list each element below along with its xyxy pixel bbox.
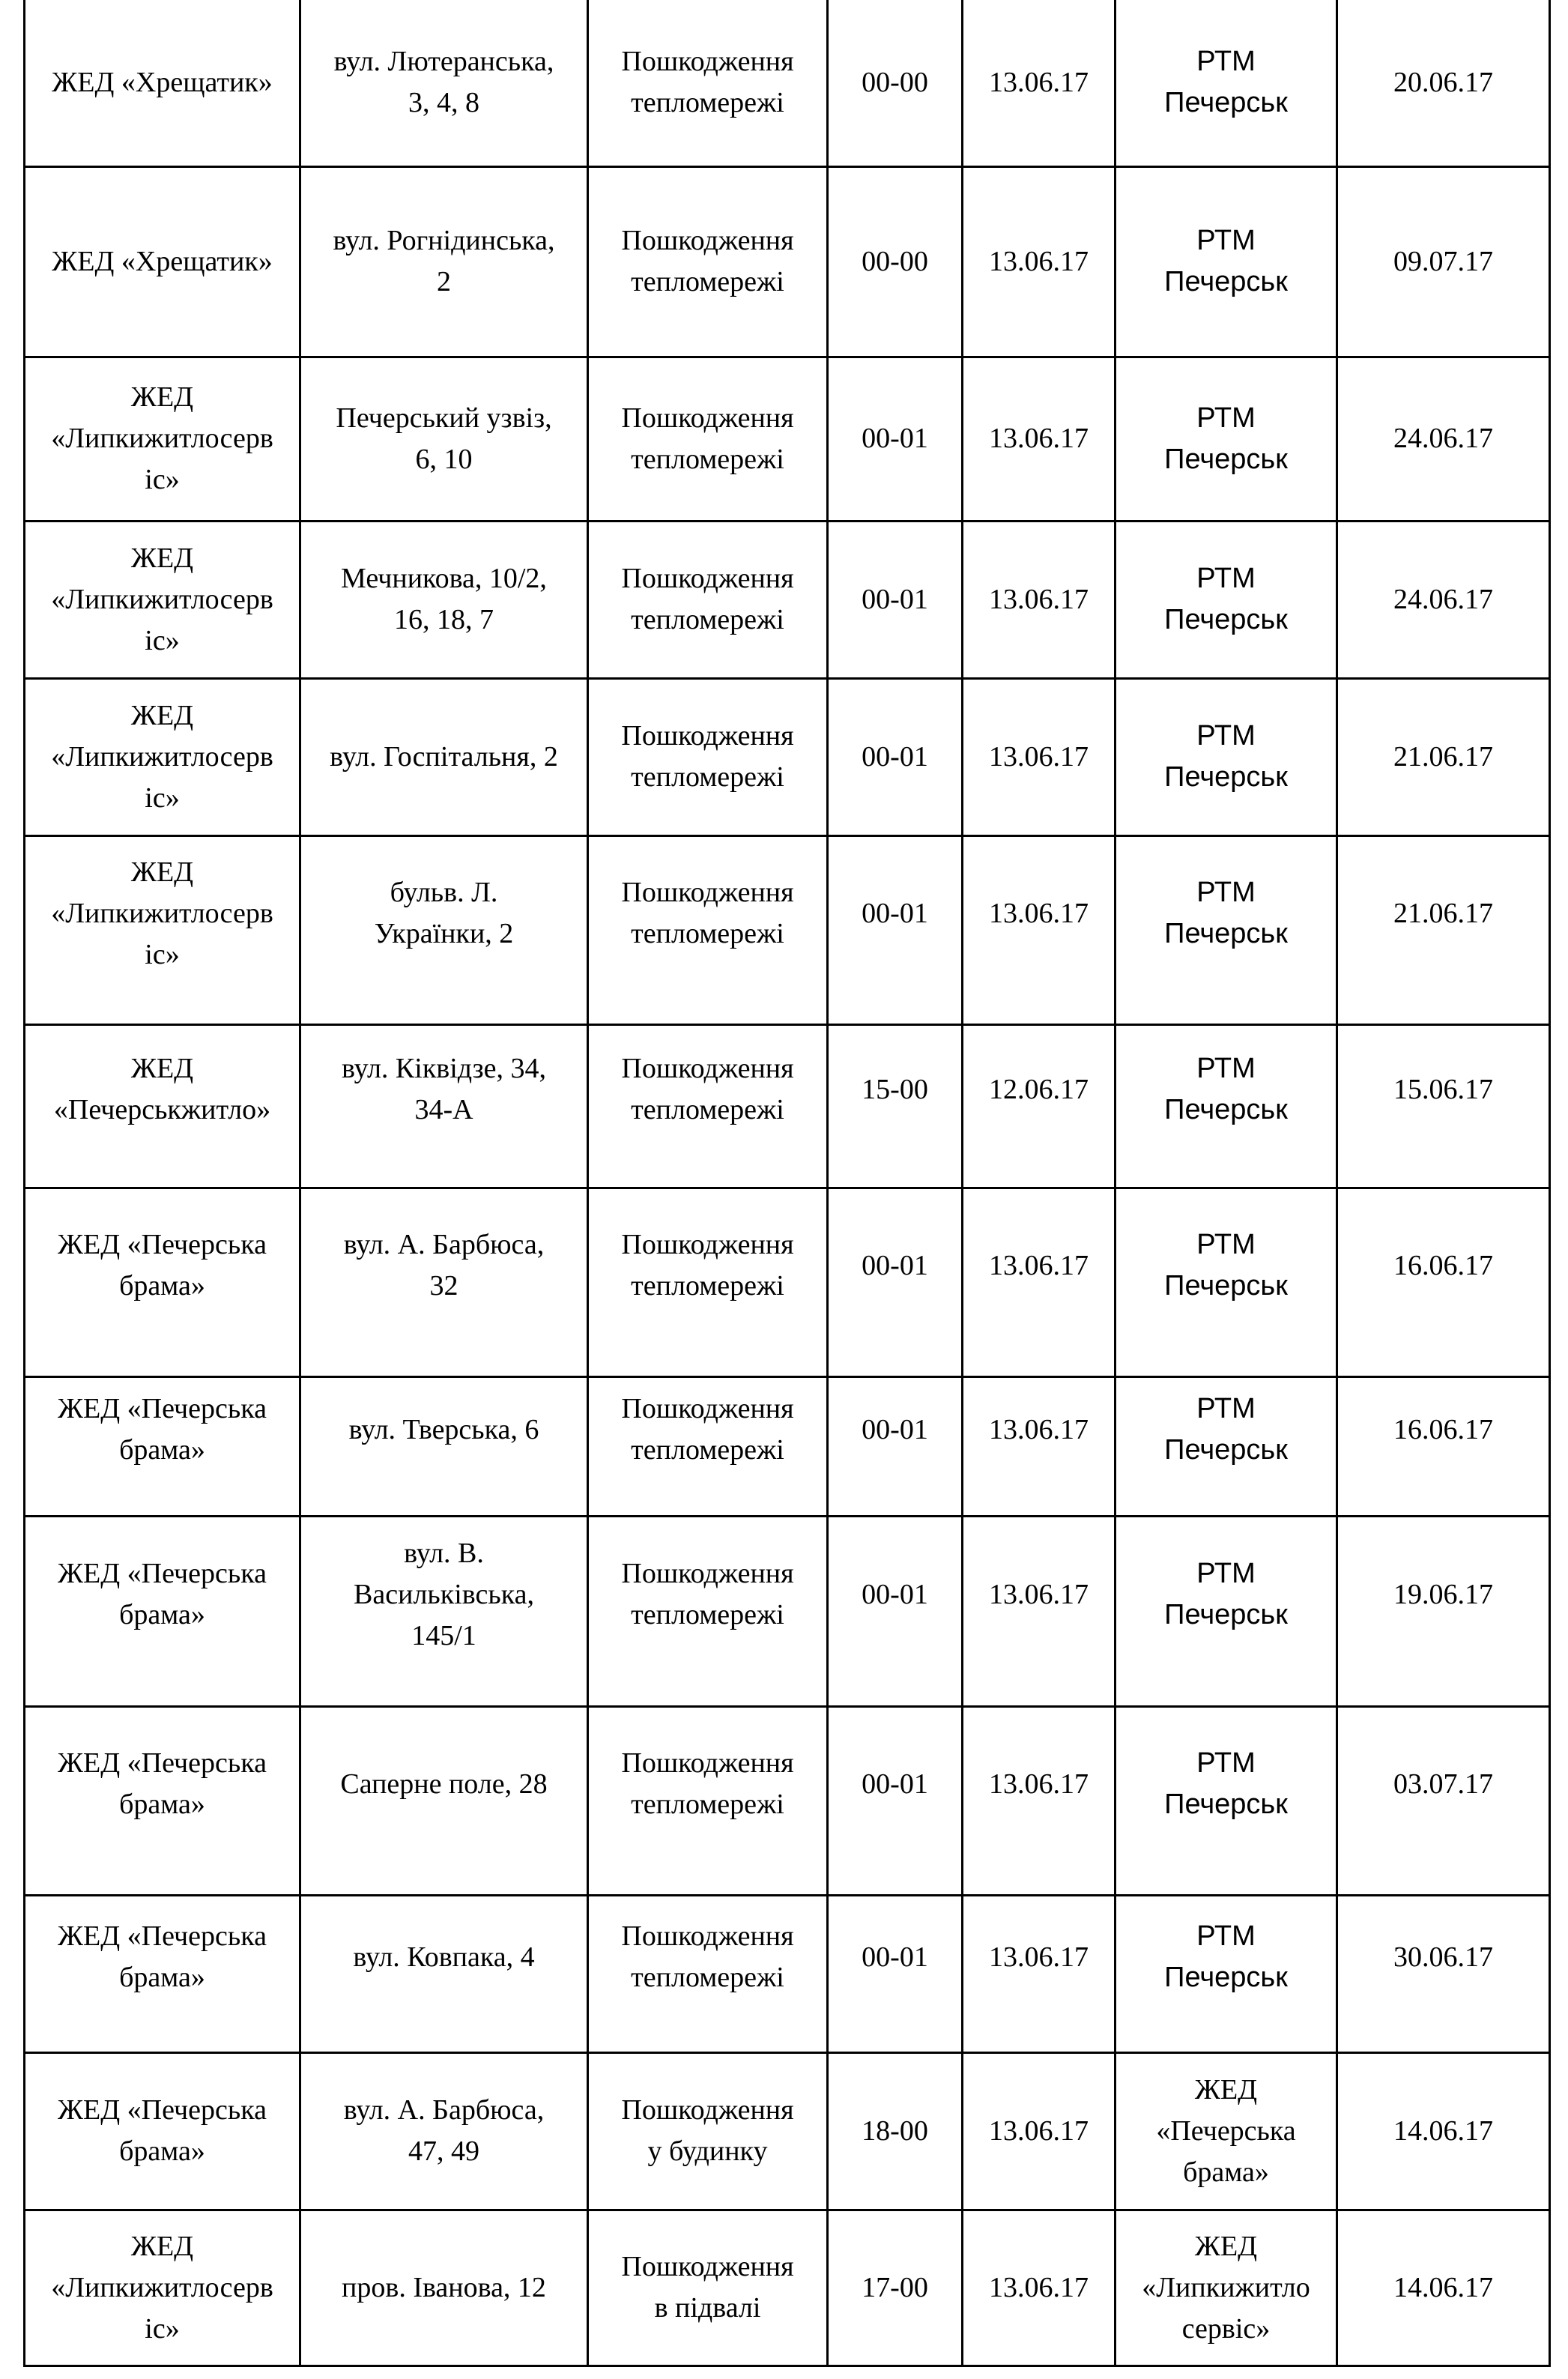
reason-text: Пошкодження тепломережі — [621, 1053, 794, 1125]
time-text: 17-00 — [862, 2271, 928, 2303]
org-text: ЖЕД «Хрещатик» — [52, 66, 273, 98]
time-text: 18-00 — [862, 2115, 928, 2147]
cell-org — [25, 1024, 300, 1188]
date-on-text: 15.06.17 — [1393, 1073, 1493, 1105]
cell-reason — [588, 1024, 828, 1188]
org-text: ЖЕД «Липкижитлосерв іс» — [51, 381, 273, 495]
date-off-text: 13.06.17 — [989, 423, 1089, 454]
cell-reason — [588, 678, 828, 835]
date-on-text: 09.07.17 — [1393, 245, 1493, 277]
time-text: 00-01 — [862, 423, 928, 454]
cell-reason — [588, 357, 828, 521]
address-text: вул. Тверська, 6 — [348, 1413, 539, 1445]
table-row — [25, 166, 1550, 357]
cell-date-on — [1337, 1895, 1550, 2052]
cell-org — [25, 1188, 300, 1376]
date-off-text: 13.06.17 — [989, 1249, 1089, 1281]
cell-time — [828, 1706, 963, 1895]
date-on-text: 14.06.17 — [1393, 2115, 1493, 2147]
cell-date-on — [1337, 1706, 1550, 1895]
cell-date-on — [1337, 1516, 1550, 1706]
org-text: ЖЕД «Печерська брама» — [58, 2094, 267, 2167]
org-text: ЖЕД «Печерськжитло» — [53, 1053, 271, 1125]
responsible-text: РТМ Печерськ — [1164, 1393, 1288, 1466]
table-row — [25, 2052, 1550, 2210]
cell-address — [300, 1516, 588, 1706]
cell-date-on — [1337, 357, 1550, 521]
time-text: 00-01 — [862, 1578, 928, 1610]
cell-responsible — [1116, 1024, 1337, 1188]
cell-responsible — [1116, 1188, 1337, 1376]
date-on-text: 21.06.17 — [1393, 740, 1493, 773]
responsible-text: РТМ Печерськ — [1164, 1558, 1288, 1630]
cell-responsible — [1116, 678, 1337, 835]
date-on-text: 16.06.17 — [1393, 1413, 1493, 1445]
cell-reason — [588, 521, 828, 678]
cell-date-off — [963, 1895, 1116, 2052]
reason-text: Пошкодження тепломережі — [621, 563, 794, 635]
table-row — [25, 2210, 1550, 2366]
address-text: вул. Кіквідзе, 34, 34-А — [342, 1053, 546, 1125]
cell-org — [25, 1895, 300, 2052]
reason-text: Пошкодження тепломережі — [621, 225, 794, 297]
date-off-text: 13.06.17 — [989, 1768, 1089, 1800]
cell-org — [25, 678, 300, 835]
responsible-text: РТМ Печерськ — [1164, 563, 1288, 635]
time-text: 00-01 — [862, 1941, 928, 1973]
time-text: 00-01 — [862, 1413, 928, 1445]
date-off-text: 13.06.17 — [989, 66, 1089, 98]
address-text: Мечникова, 10/2, 16, 18, 7 — [341, 563, 547, 635]
responsible-text: РТМ Печерськ — [1164, 720, 1288, 793]
table-row — [25, 1706, 1550, 1895]
responsible-text: РТМ Печерськ — [1164, 1920, 1288, 1993]
cell-date-on — [1337, 1376, 1550, 1516]
cell-responsible — [1116, 1516, 1337, 1706]
cell-time — [828, 2052, 963, 2210]
reason-text: Пошкодження тепломережі — [621, 877, 794, 949]
address-text: вул. А. Барбюса, 47, 49 — [343, 2094, 545, 2167]
cell-time — [828, 521, 963, 678]
reason-text: Пошкодження тепломережі — [621, 402, 794, 475]
cell-responsible — [1116, 521, 1337, 678]
cell-date-off — [963, 1024, 1116, 1188]
cell-address — [300, 835, 588, 1024]
org-text: ЖЕД «Печерська брама» — [58, 1393, 267, 1466]
date-on-text: 24.06.17 — [1393, 583, 1493, 615]
cell-date-off — [963, 1706, 1116, 1895]
table-row — [25, 1516, 1550, 1706]
cell-reason — [588, 835, 828, 1024]
address-text: вул. А. Барбюса, 32 — [343, 1229, 545, 1302]
cell-time — [828, 1516, 963, 1706]
cell-date-off — [963, 835, 1116, 1024]
reason-text: Пошкодження у будинку — [621, 2094, 794, 2167]
address-text: Саперне поле, 28 — [340, 1768, 548, 1800]
cell-time — [828, 1188, 963, 1376]
cell-date-on — [1337, 521, 1550, 678]
date-off-text: 13.06.17 — [989, 740, 1089, 773]
cell-responsible — [1116, 2210, 1337, 2366]
table-row — [25, 835, 1550, 1024]
cell-date-off — [963, 1188, 1116, 1376]
org-text: ЖЕД «Хрещатик» — [52, 245, 273, 277]
reason-text: Пошкодження тепломережі — [621, 1747, 794, 1820]
cell-org — [25, 1706, 300, 1895]
time-text: 00-01 — [862, 1249, 928, 1281]
cell-responsible — [1116, 2052, 1337, 2210]
reason-text: Пошкодження тепломережі — [621, 1229, 794, 1302]
cell-address — [300, 0, 588, 166]
cell-date-on — [1337, 0, 1550, 166]
table-row — [25, 1895, 1550, 2052]
cell-reason — [588, 1188, 828, 1376]
table-row — [25, 1188, 1550, 1376]
table-body — [25, 0, 1550, 2366]
date-off-text: 13.06.17 — [989, 2115, 1089, 2147]
cell-date-on — [1337, 166, 1550, 357]
org-text: ЖЕД «Липкижитлосерв іс» — [51, 2230, 273, 2345]
reason-text: Пошкодження в підвалі — [621, 2251, 794, 2324]
address-text: вул. В. Васильківська, 145/1 — [354, 1537, 534, 1651]
org-text: ЖЕД «Печерська брама» — [58, 1229, 267, 1302]
cell-responsible — [1116, 166, 1337, 357]
cell-time — [828, 0, 963, 166]
cell-address — [300, 2210, 588, 2366]
cell-responsible — [1116, 835, 1337, 1024]
table-row — [25, 678, 1550, 835]
cell-time — [828, 678, 963, 835]
date-off-text: 13.06.17 — [989, 245, 1089, 277]
cell-address — [300, 521, 588, 678]
cell-org — [25, 166, 300, 357]
cell-date-off — [963, 166, 1116, 357]
time-text: 00-00 — [862, 66, 928, 98]
table-row — [25, 1376, 1550, 1516]
responsible-text: РТМ Печерськ — [1164, 402, 1288, 475]
responsible-text: РТМ Печерськ — [1164, 1053, 1288, 1125]
cell-org — [25, 1516, 300, 1706]
cell-org — [25, 357, 300, 521]
reason-text: Пошкодження тепломережі — [621, 1920, 794, 1993]
cell-date-off — [963, 1376, 1116, 1516]
table-row — [25, 0, 1550, 166]
date-on-text: 19.06.17 — [1393, 1578, 1493, 1610]
date-on-text: 03.07.17 — [1393, 1768, 1493, 1800]
responsible-text: РТМ Печерськ — [1164, 46, 1288, 119]
cell-time — [828, 1895, 963, 2052]
cell-date-on — [1337, 2210, 1550, 2366]
table-row — [25, 521, 1550, 678]
responsible-text: РТМ Печерськ — [1164, 225, 1288, 297]
date-off-text: 13.06.17 — [989, 2271, 1089, 2303]
cell-time — [828, 2210, 963, 2366]
date-on-text: 20.06.17 — [1393, 66, 1493, 98]
responsible-text: ЖЕД «Печерська брама» — [1156, 2073, 1296, 2188]
cell-address — [300, 1376, 588, 1516]
cell-reason — [588, 2052, 828, 2210]
org-text: ЖЕД «Липкижитлосерв іс» — [51, 856, 273, 970]
responsible-text: ЖЕД «Липкижитло сервіс» — [1142, 2230, 1310, 2345]
responsible-text: РТМ Печерськ — [1164, 1229, 1288, 1302]
responsible-text: РТМ Печерськ — [1164, 1747, 1288, 1820]
time-text: 00-01 — [862, 1768, 928, 1800]
date-off-text: 13.06.17 — [989, 1413, 1089, 1445]
cell-address — [300, 1024, 588, 1188]
cell-time — [828, 357, 963, 521]
cell-address — [300, 1188, 588, 1376]
cell-responsible — [1116, 1706, 1337, 1895]
cell-date-off — [963, 678, 1116, 835]
table-row — [25, 357, 1550, 521]
cell-reason — [588, 0, 828, 166]
cell-address — [300, 678, 588, 835]
cell-time — [828, 166, 963, 357]
cell-date-on — [1337, 835, 1550, 1024]
cell-date-off — [963, 1516, 1116, 1706]
cell-reason — [588, 1376, 828, 1516]
cell-org — [25, 521, 300, 678]
address-text: вул. Госпітальня, 2 — [330, 740, 558, 773]
cell-responsible — [1116, 1895, 1337, 2052]
time-text: 00-01 — [862, 897, 928, 929]
table-row — [25, 1024, 1550, 1188]
org-text: ЖЕД «Печерська брама» — [58, 1920, 267, 1993]
date-off-text: 13.06.17 — [989, 897, 1089, 929]
address-text: бульв. Л. Українки, 2 — [374, 877, 514, 949]
cell-address — [300, 166, 588, 357]
cell-date-on — [1337, 1188, 1550, 1376]
reason-text: Пошкодження тепломережі — [621, 1558, 794, 1630]
date-on-text: 21.06.17 — [1393, 897, 1493, 929]
cell-date-off — [963, 357, 1116, 521]
address-text: Печерський узвіз, 6, 10 — [336, 402, 552, 475]
cell-time — [828, 1376, 963, 1516]
date-off-text: 13.06.17 — [989, 1578, 1089, 1610]
cell-responsible — [1116, 357, 1337, 521]
cell-org — [25, 2210, 300, 2366]
cell-org — [25, 1376, 300, 1516]
cell-reason — [588, 1516, 828, 1706]
cell-time — [828, 1024, 963, 1188]
cell-address — [300, 1706, 588, 1895]
cell-responsible — [1116, 1376, 1337, 1516]
cell-responsible — [1116, 0, 1337, 166]
date-on-text: 14.06.17 — [1393, 2271, 1493, 2303]
time-text: 00-01 — [862, 740, 928, 773]
address-text: вул. Лютеранська, 3, 4, 8 — [333, 46, 554, 119]
reason-text: Пошкодження тепломережі — [621, 720, 794, 793]
date-on-text: 30.06.17 — [1393, 1941, 1493, 1973]
address-text: пров. Іванова, 12 — [342, 2271, 546, 2303]
cell-time — [828, 835, 963, 1024]
time-text: 15-00 — [862, 1073, 928, 1105]
cell-date-off — [963, 0, 1116, 166]
org-text: ЖЕД «Печерська брама» — [58, 1747, 267, 1820]
address-text: вул. Ковпака, 4 — [353, 1941, 535, 1973]
cell-date-on — [1337, 2052, 1550, 2210]
time-text: 00-01 — [862, 583, 928, 615]
cell-address — [300, 1895, 588, 2052]
cell-date-off — [963, 521, 1116, 678]
cell-date-on — [1337, 678, 1550, 835]
org-text: ЖЕД «Липкижитлосерв іс» — [51, 542, 273, 656]
reason-text: Пошкодження тепломережі — [621, 1393, 794, 1466]
date-off-text: 13.06.17 — [989, 583, 1089, 615]
reason-text: Пошкодження тепломережі — [621, 46, 794, 119]
date-off-text: 13.06.17 — [989, 1941, 1089, 1973]
date-off-text: 12.06.17 — [989, 1073, 1089, 1105]
responsible-text: РТМ Печерськ — [1164, 877, 1288, 949]
time-text: 00-00 — [862, 245, 928, 277]
org-text: ЖЕД «Липкижитлосерв іс» — [51, 699, 273, 814]
cell-reason — [588, 1895, 828, 2052]
outage-table — [23, 0, 1551, 2367]
cell-address — [300, 2052, 588, 2210]
cell-reason — [588, 2210, 828, 2366]
cell-org — [25, 835, 300, 1024]
cell-date-off — [963, 2210, 1116, 2366]
date-on-text: 16.06.17 — [1393, 1249, 1493, 1281]
cell-date-on — [1337, 1024, 1550, 1188]
date-on-text: 24.06.17 — [1393, 423, 1493, 454]
address-text: вул. Рогнідинська, 2 — [333, 225, 555, 297]
cell-date-off — [963, 2052, 1116, 2210]
cell-org — [25, 2052, 300, 2210]
org-text: ЖЕД «Печерська брама» — [58, 1558, 267, 1630]
cell-reason — [588, 166, 828, 357]
cell-address — [300, 357, 588, 521]
cell-org — [25, 0, 300, 166]
cell-reason — [588, 1706, 828, 1895]
